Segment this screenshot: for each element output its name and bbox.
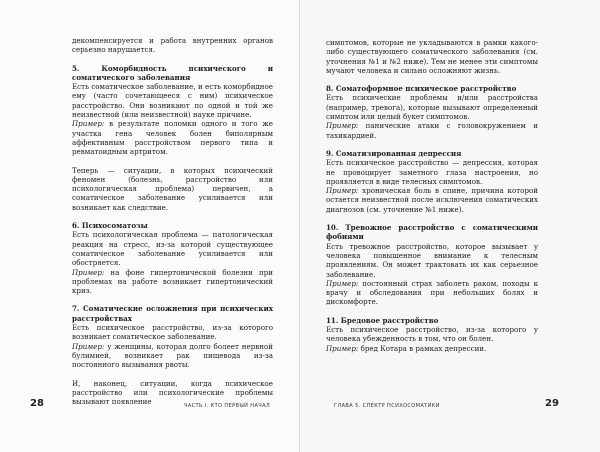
transition-paragraph: Теперь — ситуации, в которых психический феномен (болезнь, расстройство или психологическая проблема) первичен, а соматическое заболевание усиливается или возникает как следствие.: [72, 165, 273, 212]
section-example: [326, 344, 538, 353]
section-heading: 7. Соматические осложнения при психических расстройствах: [72, 304, 273, 323]
running-footer: ГЛАВА 5. СПЕКТР ПСИХОСОМАТИКИ: [334, 403, 440, 409]
example-label: Пример:: [72, 341, 105, 351]
left-page-content: [72, 36, 273, 406]
section-example: [72, 342, 273, 370]
section-9: [326, 149, 538, 214]
example-text: хроническая боль в спине, причина которой остается неизвестной после исключения соматических диагнозов (см. уточнение №1 ниже).: [326, 186, 538, 214]
section-body: Есть психологическая проблема — патологическая реакция на стресс, из-за которой существующее соматическое заболевание усиливается или обостряется.: [72, 230, 273, 268]
example-label: Пример:: [326, 278, 359, 288]
running-footer: ЧАСТЬ I. КТО ПЕРВЫЙ НАЧАЛ: [184, 403, 271, 409]
section-body: Есть психические проблемы и/или расстройства (например, тревога), которые вызывают определенный симптом или целый букет симптомов.: [326, 93, 538, 122]
example-label: Пример:: [326, 121, 359, 131]
section-body: Есть тревожное расстройство, которое вызывает у человека повышенное внимание к телесным проявлениям. Он может трактовать их как серьезное заболевание.: [326, 241, 538, 279]
section-heading: 9. Соматизированная депрессия: [326, 148, 462, 158]
example-text: панические атаки с головокружением и тахикардией.: [326, 121, 538, 140]
right-page: [300, 0, 600, 452]
section-example: [326, 121, 538, 140]
section-body: Есть психическое расстройство, из-за которого возникает соматическое заболевание.: [72, 323, 273, 342]
example-text: в результате поломки одного и того же участка гена человек болен биполярным аффективным расстройством первого типа и ревматоидным артритом.: [72, 119, 273, 157]
section-8: [326, 84, 538, 140]
right-intro-paragraph: симптомов, которые не укладываются в рамки какого-либо существующего соматического заболевания (см. уточнения №1 и №2 ниже). Тем не менее эти симптомы мучают человека и сильно осложняют жизнь.: [326, 38, 538, 75]
section-6: [72, 221, 273, 295]
section-example: [326, 279, 538, 307]
example-label: Пример:: [72, 267, 105, 277]
section-example: [326, 186, 538, 214]
section-5: [72, 64, 273, 157]
section-body: Есть соматическое заболевание, и есть коморбидное ему (часто сочетающееся с ним) психическое расстройство. Они возникают по одной и той же неизвестной (или неизвестной) науке причине.: [72, 82, 273, 120]
section-10: [326, 223, 538, 307]
section-7: [72, 304, 273, 369]
example-text: на фоне гипертонической болезни при проблемах на работе возникает гипертонический криз.: [72, 267, 273, 296]
left-intro-paragraph: декомпенсируется и работа внутренних органов серьезно нарушается.: [72, 36, 273, 55]
page-number: 29: [545, 398, 559, 409]
example-label: Пример:: [326, 343, 359, 353]
section-11: [326, 316, 538, 353]
section-example: [72, 268, 273, 296]
section-example: [72, 119, 273, 156]
example-text: постоянный страх заболеть раком, походы к врачу и обследования при небольших болях и дискомфорте.: [326, 278, 538, 307]
section-body: Есть психическое расстройство, из-за которого у человека убежденность в том, что он болен.: [326, 325, 538, 344]
section-heading: 8. Соматоформное психическое расстройство: [326, 84, 517, 94]
section-heading: 5. Коморбидность психического и соматического заболевания: [72, 63, 273, 82]
section-heading: 10. Тревожное расстройство с соматическими фобиями: [326, 223, 538, 242]
closing-paragraph: И, наконец, ситуации, когда психическое расстройство или психологические проблемы вызывают появление: [72, 378, 273, 407]
example-label: Пример:: [326, 186, 359, 196]
example-label: Пример:: [72, 119, 105, 129]
right-page-content: [326, 38, 538, 362]
example-text: у женщины, которая долго болеет нервной булимией, возникает рак пищевода из-за постоянного вызывания рвоты.: [72, 341, 273, 370]
section-heading: 6. Психосоматозы: [72, 221, 148, 231]
section-body: Есть психическое расстройство — депрессия, которая не провоцирует заметного глаза настроения, но проявляется в виде телесных симптомов.: [326, 158, 538, 186]
example-text: бред Котара в рамках депрессии.: [358, 343, 487, 353]
page-number: 28: [30, 398, 44, 409]
section-heading: 11. Бредовое расстройство: [326, 315, 439, 325]
